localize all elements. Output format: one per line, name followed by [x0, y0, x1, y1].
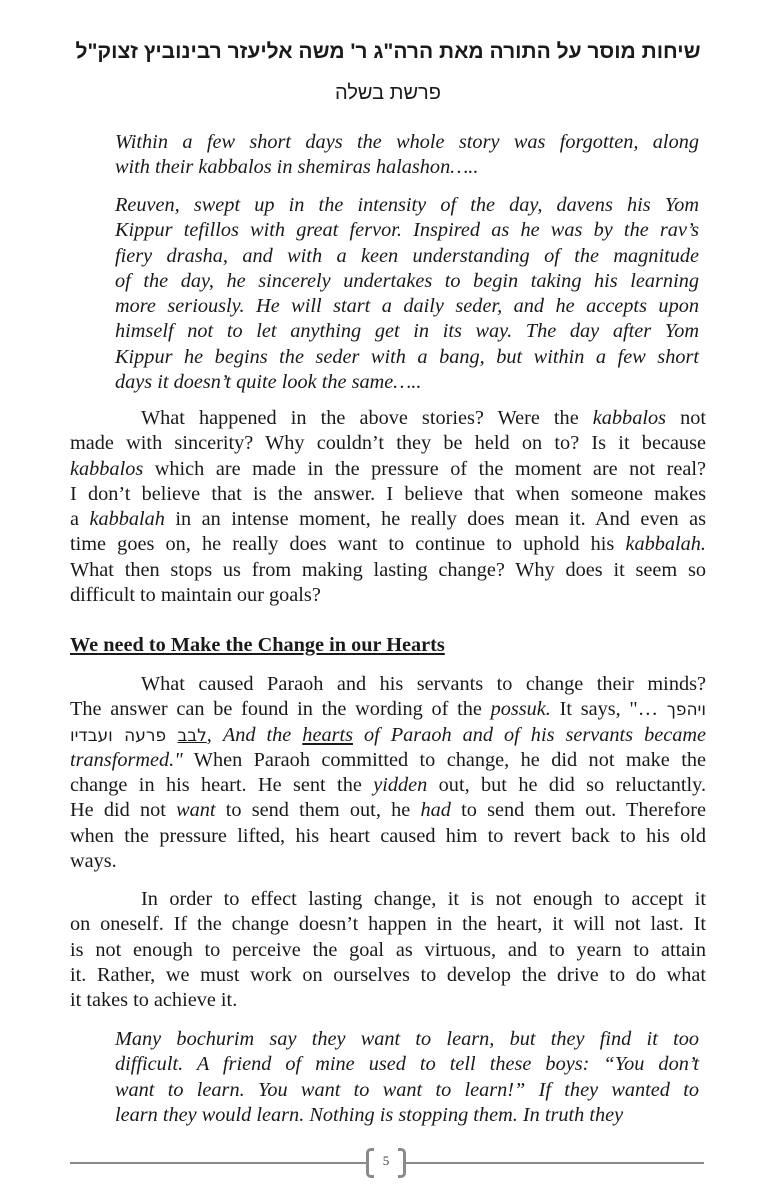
text-line — [115, 1078, 699, 1103]
footer-rule-left — [70, 1162, 366, 1164]
text-run: What caused Paraoh and his servants to change their minds? — [141, 673, 706, 695]
text-run: learn they would learn. Nothing is stopping them. In truth they — [115, 1103, 624, 1126]
text-line — [115, 130, 699, 155]
text-line — [115, 294, 699, 319]
text-run: himself not to let anything get in its way. The day after Yom — [115, 320, 699, 343]
hebrew-text: פרעה ועבדיו — [70, 725, 178, 746]
text-run: He did not — [70, 799, 177, 822]
text-run: The answer can be found in the wording of the — [70, 698, 491, 721]
running-header-parsha: פרשת בשלה — [335, 82, 441, 104]
hebrew-text: לבב — [177, 725, 207, 746]
page-number — [362, 1148, 410, 1180]
emphasis-text: want — [176, 799, 216, 822]
section-heading: We need to Make the Change in our Hearts — [70, 634, 445, 656]
text-run: of the day, he sincerely undertakes to begin taking his learning — [115, 269, 699, 292]
text-line — [70, 431, 706, 456]
text-line — [70, 748, 706, 773]
text-line — [70, 963, 706, 988]
text-run: In order to effect lasting change, it is not enough to accept it — [141, 888, 706, 910]
emphasis-text: possuk. — [490, 698, 551, 721]
emphasis-text: transformed." — [70, 748, 183, 771]
text-run: Within a few short days the whole story was forgotten, along — [115, 131, 699, 153]
footer-rule-right — [406, 1162, 704, 1164]
text-line — [70, 773, 706, 798]
emphasis-text: kabbalah. — [625, 533, 706, 556]
text-line — [70, 912, 706, 937]
text-run: with their kabbalos in shemiras halashon….. — [115, 156, 479, 179]
text-line — [70, 988, 706, 1013]
quote-paragraph — [115, 193, 699, 395]
text-run: What then stops us from making lasting change? Why does it seem so — [70, 558, 706, 581]
page-number-text: 5 — [382, 1153, 390, 1168]
text-line — [70, 406, 706, 431]
text-run: want to learn. You want to want to learn!” If they wanted to — [115, 1078, 699, 1101]
emphasis-text: had — [420, 799, 451, 822]
text-run: ways. — [70, 850, 117, 873]
text-run: change in his heart. He sent the — [70, 774, 374, 797]
text-line — [70, 697, 706, 722]
text-line — [115, 244, 699, 269]
text-run: it. Rather, we must work on ourselves to develop the drive to do what — [70, 963, 706, 986]
text-run: Many bochurim say they want to learn, but they find it too — [115, 1028, 699, 1050]
text-run: fiery drasha, and with a keen understanding of the magnitude — [115, 244, 699, 267]
text-run: difficult to maintain our goals? — [70, 584, 321, 607]
text-line — [115, 319, 699, 344]
body-paragraph — [70, 672, 706, 874]
text-run: It says, "… — [550, 698, 667, 721]
text-line — [115, 193, 699, 218]
text-run: Kippur tefillos with great fervor. Inspired as he was by the rav’s — [115, 219, 699, 242]
quote-paragraph — [115, 130, 699, 181]
text-run: What happened in the above stories? Were the — [141, 407, 593, 429]
text-run: more seriously. He will start a daily seder, and he accepts upon — [115, 295, 699, 318]
text-run: to send them out. Therefore — [450, 799, 706, 822]
bracket-right-icon — [398, 1148, 406, 1178]
text-line — [115, 1052, 699, 1077]
text-run: which are made in the pressure of the moment are not real? — [143, 457, 706, 480]
text-line — [70, 482, 706, 507]
emphasis-text: hearts — [302, 723, 353, 746]
text-run: not — [666, 407, 706, 429]
text-line — [70, 672, 706, 697]
text-run: it takes to achieve it. — [70, 989, 238, 1012]
text-run: days it doesn’t quite look the same….. — [115, 371, 422, 394]
hebrew-text: ויהפך — [666, 700, 706, 721]
body-paragraph — [70, 406, 706, 608]
text-line — [70, 583, 706, 608]
text-run: Kippur he begins the seder with a bang, but within a few short — [115, 345, 699, 368]
text-run: difficult. A friend of mine used to tell these boys: “You don’t — [115, 1053, 699, 1076]
text-line — [70, 849, 706, 874]
text-run: to send them out, he — [215, 799, 421, 822]
text-run: made with sincerity? Why couldn’t they be held on to? Is it because — [70, 432, 706, 455]
text-line — [70, 938, 706, 963]
emphasis-text: , And the — [206, 723, 303, 746]
running-header-title: שיחות מוסר על התורה מאת הרה"ג ר' משה אליעזר רבינוביץ זצוק"ל — [75, 40, 701, 63]
text-line — [115, 1027, 699, 1052]
emphasis-text: kabbalos — [592, 407, 666, 429]
text-run: out, but he did so reluctantly. — [427, 774, 707, 797]
text-line — [115, 345, 699, 370]
text-line — [115, 155, 699, 180]
emphasis-text: kabbalah — [89, 508, 165, 531]
text-line — [70, 887, 706, 912]
emphasis-text: yidden — [373, 774, 428, 797]
emphasis-text: of Paraoh and of his servants became — [353, 723, 706, 746]
quote-paragraph — [115, 1027, 699, 1128]
text-line — [115, 218, 699, 243]
text-run: when the pressure lifted, his heart caused him to revert back to his old — [70, 824, 706, 847]
text-run: in an intense moment, he really does mean it. And even as — [164, 508, 706, 531]
emphasis-text: kabbalos — [70, 457, 144, 480]
text-line — [70, 507, 706, 532]
text-line — [115, 269, 699, 294]
text-run: I don’t believe that is the answer. I believe that when someone makes — [70, 482, 706, 505]
text-line — [70, 723, 706, 748]
text-run: Reuven, swept up in the intensity of the day, davens his Yom — [115, 194, 699, 216]
text-line — [70, 798, 706, 823]
text-line — [115, 370, 699, 395]
text-run: time goes on, he really does want to continue to uphold his — [70, 533, 626, 556]
text-run: a — [70, 508, 90, 531]
text-run: is not enough to perceive the goal as virtuous, and to yearn to attain — [70, 938, 706, 961]
text-run: When Paraoh committed to change, he did not make the — [182, 748, 706, 771]
text-line — [70, 824, 706, 849]
text-line — [70, 558, 706, 583]
text-line — [70, 532, 706, 557]
text-line — [115, 1103, 699, 1128]
body-paragraph — [70, 887, 706, 1013]
text-line — [70, 457, 706, 482]
text-run: on oneself. If the change doesn’t happen in the heart, it will not last. It — [70, 913, 706, 936]
